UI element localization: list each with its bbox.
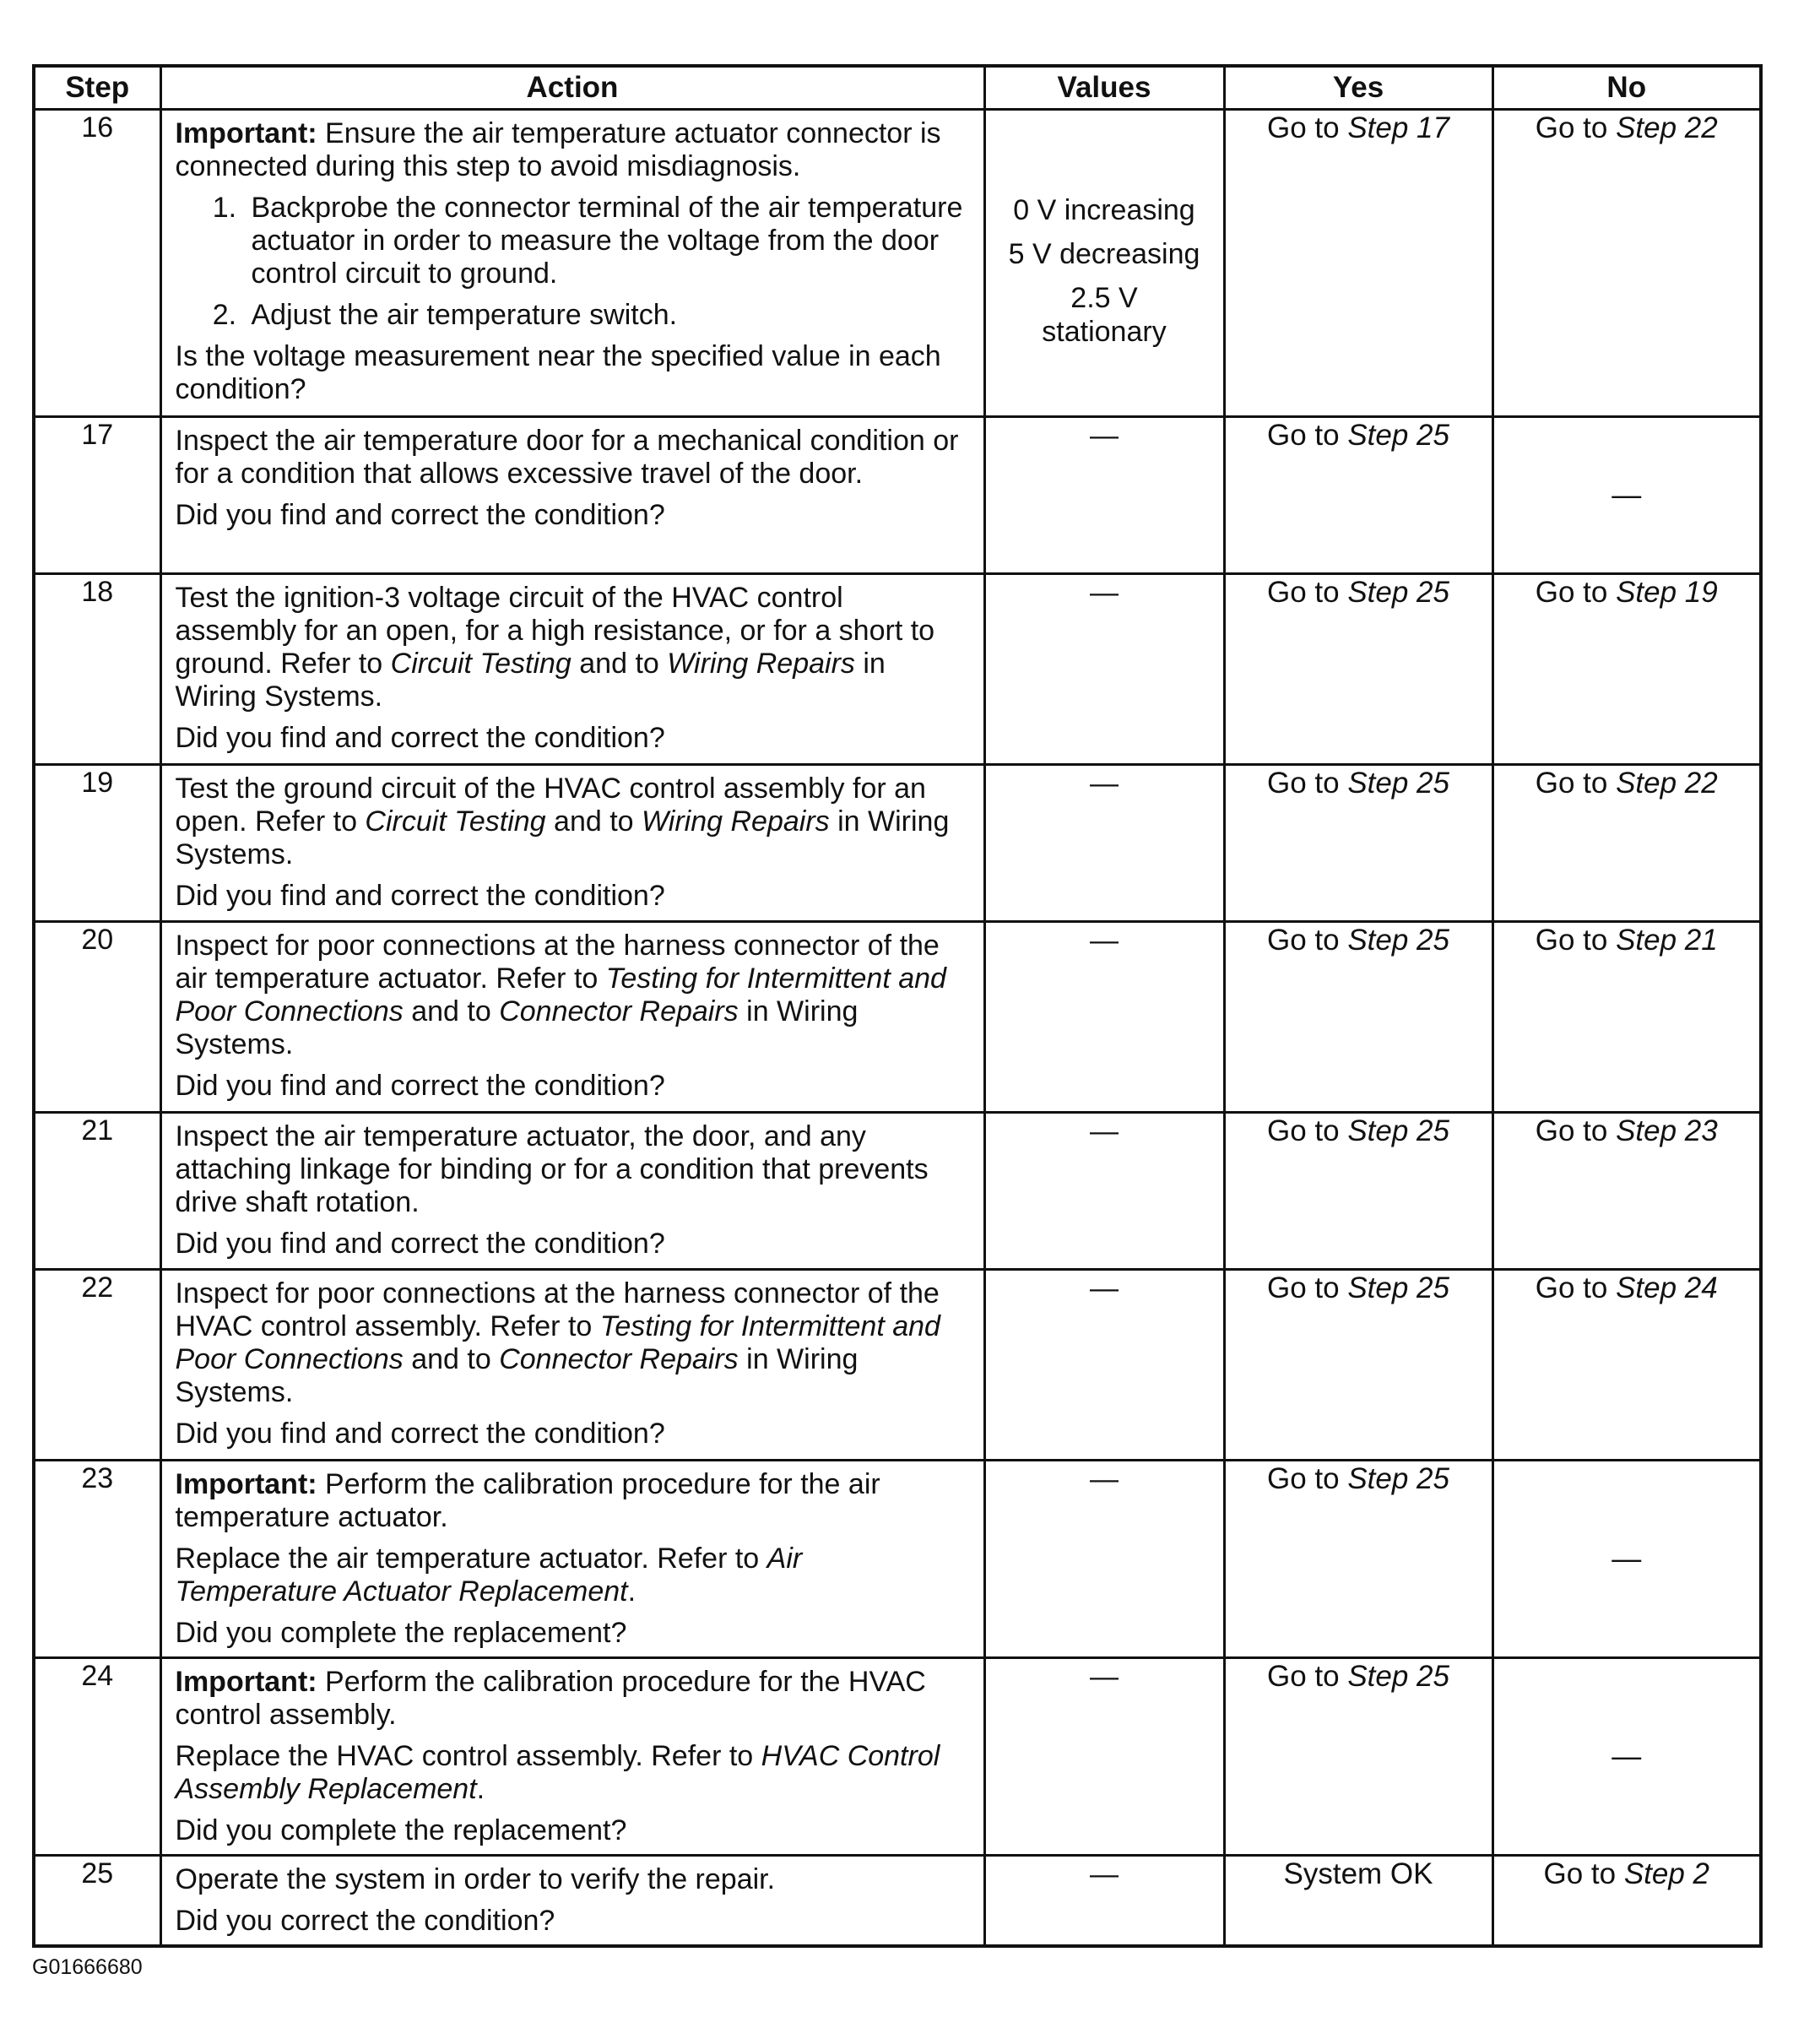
no-cell <box>1492 922 1761 1113</box>
yes-cell <box>1224 417 1492 574</box>
action-cell <box>160 765 984 922</box>
step-number: 17 <box>34 417 160 574</box>
yes-prefix: Go to <box>1267 576 1348 609</box>
action-cell <box>160 574 984 765</box>
action-cell <box>160 417 984 574</box>
header-step: Step <box>34 66 160 110</box>
no-cell: — <box>1492 1658 1761 1856</box>
reference-link[interactable]: Circuit Testing <box>365 805 546 838</box>
action-text-part: and to <box>571 648 668 680</box>
table-row <box>34 1856 1761 1947</box>
question-text: Did you find and correct the condition? <box>175 1418 665 1450</box>
yes-step-link[interactable]: Step 25 <box>1347 1271 1449 1304</box>
action-text <box>176 1542 972 1608</box>
value-item: 2.5 V stationary <box>1042 282 1167 348</box>
step-number: 23 <box>34 1461 160 1658</box>
yes-cell: System OK <box>1224 1856 1492 1947</box>
table-row <box>34 417 1761 574</box>
no-cell: — <box>1492 417 1761 574</box>
question-text: Did you complete the replacement? <box>175 1617 627 1649</box>
procedure-item: 2. Adjust the air temperature switch. <box>245 299 972 332</box>
yes-cell <box>1224 1461 1492 1658</box>
no-cell <box>1492 574 1761 765</box>
step-number: 25 <box>34 1856 160 1947</box>
action-text-part: and to <box>545 805 642 838</box>
important-text: Perform the calibration procedure for the air temperature actuator. <box>175 1468 880 1533</box>
no-step-link[interactable]: Step 22 <box>1616 767 1718 800</box>
values-cell: — <box>984 1270 1224 1461</box>
reference-link[interactable]: HVAC Control Assembly Replacement <box>175 1740 940 1805</box>
table-row <box>34 1270 1761 1461</box>
reference-link[interactable]: Circuit Testing <box>390 648 571 680</box>
yes-cell <box>1224 110 1492 417</box>
values-cell: — <box>984 922 1224 1113</box>
action-text: Operate the system in order to verify the repair. <box>175 1863 776 1895</box>
yes-step-link[interactable]: Step 25 <box>1347 1114 1449 1147</box>
step-number: 16 <box>34 110 160 417</box>
yes-cell <box>1224 922 1492 1113</box>
question-text: Did you complete the replacement? <box>175 1814 627 1846</box>
action-text-part: Inspect for poor connections at the harness connector of the air temperature actuator. Refer to <box>175 930 940 995</box>
yes-step-link[interactable]: Step 25 <box>1347 1462 1449 1495</box>
action-text-part: Inspect for poor connections at the harness connector of the HVAC control assembly. Refer to <box>175 1277 940 1342</box>
reference-link[interactable]: Wiring Repairs <box>642 805 830 838</box>
table-row <box>34 1461 1761 1658</box>
action-text: Inspect the air temperature actuator, the door, and any attaching linkage for binding or for a condition that prevents drive shaft rotation. <box>175 1120 929 1218</box>
step-number: 20 <box>34 922 160 1113</box>
figure-id: G01666680 <box>32 1955 143 1979</box>
no-step-link[interactable]: Step 22 <box>1616 111 1718 144</box>
action-text-part: in Wiring Systems. <box>175 995 859 1060</box>
no-cell <box>1492 1113 1761 1270</box>
yes-step-link[interactable]: Step 25 <box>1347 419 1449 452</box>
yes-cell <box>1224 765 1492 922</box>
action-cell <box>160 1113 984 1270</box>
question-text: Did you find and correct the condition? <box>175 880 665 912</box>
action-cell <box>160 1461 984 1658</box>
value-item: 0 V increasing <box>1013 194 1195 226</box>
important-text: Ensure the air temperature actuator connector is connected during this step to avoid misdiagnosis. <box>175 117 941 182</box>
important-label: Important: <box>175 1666 317 1698</box>
yes-step-link[interactable]: Step 25 <box>1347 576 1449 609</box>
step-number: 19 <box>34 765 160 922</box>
values-cell: — <box>984 1856 1224 1947</box>
important-note <box>176 117 972 183</box>
no-prefix: Go to <box>1535 111 1617 144</box>
no-step-link[interactable]: Step 23 <box>1616 1114 1718 1147</box>
no-cell <box>1492 1856 1761 1947</box>
important-note <box>176 1666 972 1732</box>
action-text <box>176 582 972 713</box>
step-number: 24 <box>34 1658 160 1856</box>
action-text-part: in Wiring Systems. <box>175 648 886 713</box>
yes-step-link[interactable]: Step 25 <box>1347 924 1449 957</box>
action-text-part: Test the ground circuit of the HVAC control assembly for an open. Refer to <box>175 773 926 838</box>
important-label: Important: <box>175 117 317 149</box>
no-prefix: Go to <box>1535 1114 1617 1147</box>
no-step-link[interactable]: Step 2 <box>1623 1857 1710 1890</box>
diagnostic-table-container <box>32 64 1759 1948</box>
reference-link[interactable]: Air Temperature Actuator Replacement <box>175 1542 803 1608</box>
reference-link[interactable]: Wiring Repairs <box>667 648 855 680</box>
action-text-part: and to <box>403 995 500 1027</box>
no-prefix: Go to <box>1535 576 1617 609</box>
important-note <box>176 1468 972 1534</box>
question-text: Did you find and correct the condition? <box>175 499 665 531</box>
yes-cell <box>1224 1270 1492 1461</box>
yes-step-link[interactable]: Step 25 <box>1347 1660 1449 1693</box>
action-text <box>176 773 972 871</box>
action-text-part: . <box>627 1575 636 1608</box>
no-step-link[interactable]: Step 21 <box>1616 924 1718 957</box>
step-number: 22 <box>34 1270 160 1461</box>
yes-prefix: Go to <box>1267 767 1348 800</box>
values-cell: — <box>984 1658 1224 1856</box>
diagnostic-table <box>32 64 1763 1948</box>
no-prefix: Go to <box>1543 1857 1624 1890</box>
reference-link[interactable]: Testing for Intermittent and Poor Connections <box>175 1310 940 1375</box>
action-cell <box>160 1856 984 1947</box>
action-text-part: Test the ignition-3 voltage circuit of the HVAC control assembly for an open, for a high resistance, or for a short to ground. Refer to <box>175 582 935 680</box>
no-prefix: Go to <box>1535 924 1617 957</box>
values-cell: — <box>984 765 1224 922</box>
yes-prefix: Go to <box>1267 111 1348 144</box>
table-row <box>34 765 1761 922</box>
values-cell: — <box>984 1113 1224 1270</box>
question-text: Did you correct the condition? <box>175 1905 555 1937</box>
step-number: 18 <box>34 574 160 765</box>
yes-cell <box>1224 1113 1492 1270</box>
yes-cell <box>1224 574 1492 765</box>
step-number: 21 <box>34 1113 160 1270</box>
values-cell: — <box>984 417 1224 574</box>
no-cell <box>1492 110 1761 417</box>
action-text <box>176 1740 972 1806</box>
procedure-item: 1. Backprobe the connector terminal of the air temperature actuator in order to measure the voltage from the door control circuit to ground. <box>245 192 972 290</box>
question-text: Did you find and correct the condition? <box>175 1228 665 1260</box>
action-text-part: in Wiring Systems. <box>175 1343 859 1408</box>
action-text <box>176 1277 972 1409</box>
yes-prefix: Go to <box>1267 1271 1348 1304</box>
yes-prefix: Go to <box>1267 419 1348 452</box>
question-text: Did you find and correct the condition? <box>175 722 665 754</box>
action-text-part: Replace the HVAC control assembly. Refer to <box>175 1740 761 1772</box>
values-cell: — <box>984 1461 1224 1658</box>
table-row <box>34 574 1761 765</box>
action-cell <box>160 1658 984 1856</box>
no-cell <box>1492 1270 1761 1461</box>
yes-step-link[interactable]: Step 25 <box>1347 767 1449 800</box>
reference-link[interactable]: Testing for Intermittent and Poor Connections <box>175 962 946 1027</box>
table-row <box>34 922 1761 1113</box>
values-cell: — <box>984 574 1224 765</box>
no-prefix: Go to <box>1535 767 1617 800</box>
table-row <box>34 1658 1761 1856</box>
reference-link[interactable]: Connector Repairs <box>499 1343 739 1375</box>
no-cell <box>1492 765 1761 922</box>
action-text-part: and to <box>403 1343 500 1375</box>
no-step-link[interactable]: Step 24 <box>1616 1271 1718 1304</box>
table-row <box>34 1113 1761 1270</box>
action-cell <box>160 1270 984 1461</box>
yes-prefix: Go to <box>1267 924 1348 957</box>
yes-prefix: Go to <box>1267 1462 1348 1495</box>
no-prefix: Go to <box>1535 1271 1617 1304</box>
values-cell <box>984 110 1224 417</box>
question-text: Is the voltage measurement near the specified value in each condition? <box>175 340 941 405</box>
action-text: Inspect the air temperature door for a mechanical condition or for a condition that allows excessive travel of the door. <box>175 425 959 490</box>
header-values: Values <box>984 66 1224 110</box>
action-text <box>176 930 972 1061</box>
action-cell <box>160 110 984 417</box>
question-text: Did you find and correct the condition? <box>175 1070 665 1102</box>
header-yes: Yes <box>1224 66 1492 110</box>
no-cell: — <box>1492 1461 1761 1658</box>
header-action: Action <box>160 66 984 110</box>
action-text-part: Replace the air temperature actuator. Refer to <box>175 1542 767 1575</box>
yes-step-link[interactable]: Step 17 <box>1347 111 1449 144</box>
value-item: 5 V decreasing <box>1008 238 1200 270</box>
yes-prefix: Go to <box>1267 1660 1348 1693</box>
yes-cell <box>1224 1658 1492 1856</box>
important-label: Important: <box>175 1468 317 1500</box>
reference-link[interactable]: Connector Repairs <box>499 995 739 1027</box>
header-no: No <box>1492 66 1761 110</box>
important-text: Perform the calibration procedure for the HVAC control assembly. <box>175 1666 926 1731</box>
no-step-link[interactable]: Step 19 <box>1616 576 1718 609</box>
header-row <box>34 66 1761 110</box>
action-text-part: in Wiring Systems. <box>175 805 950 870</box>
yes-prefix: Go to <box>1267 1114 1348 1147</box>
action-text-part: . <box>476 1773 485 1805</box>
action-cell <box>160 922 984 1113</box>
table-row <box>34 110 1761 417</box>
procedure-list <box>176 192 972 332</box>
